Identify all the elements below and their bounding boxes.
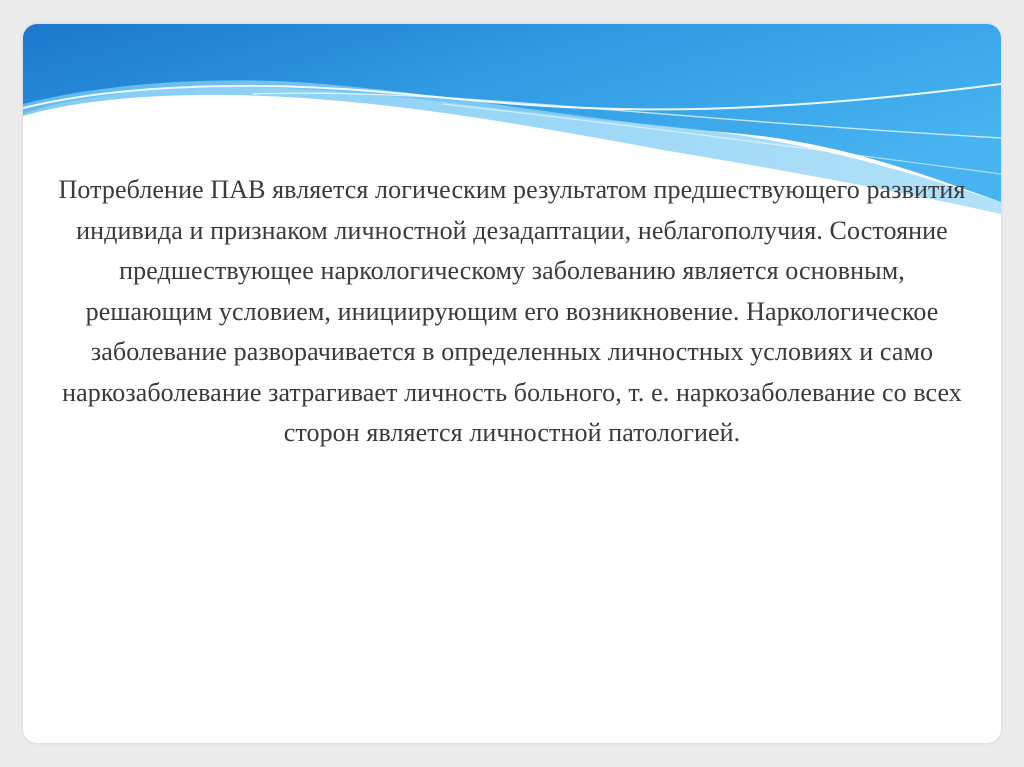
slide: [23, 24, 1001, 743]
body-text: Потребление ПАВ является логическим результатом предшествующего развития индивида и признаком личностной дезадаптации, неблагополучия. Состояние предшествующее наркологическому заболеванию является основным, решающим условием, инициирующим его возникновение. Наркологическое заболевание разворачивается в определенных личностных условиях и само наркозаболевание затрагивает личность больного, т. е. наркозаболевание со всех сторон является личностной патологией.: [58, 175, 966, 447]
